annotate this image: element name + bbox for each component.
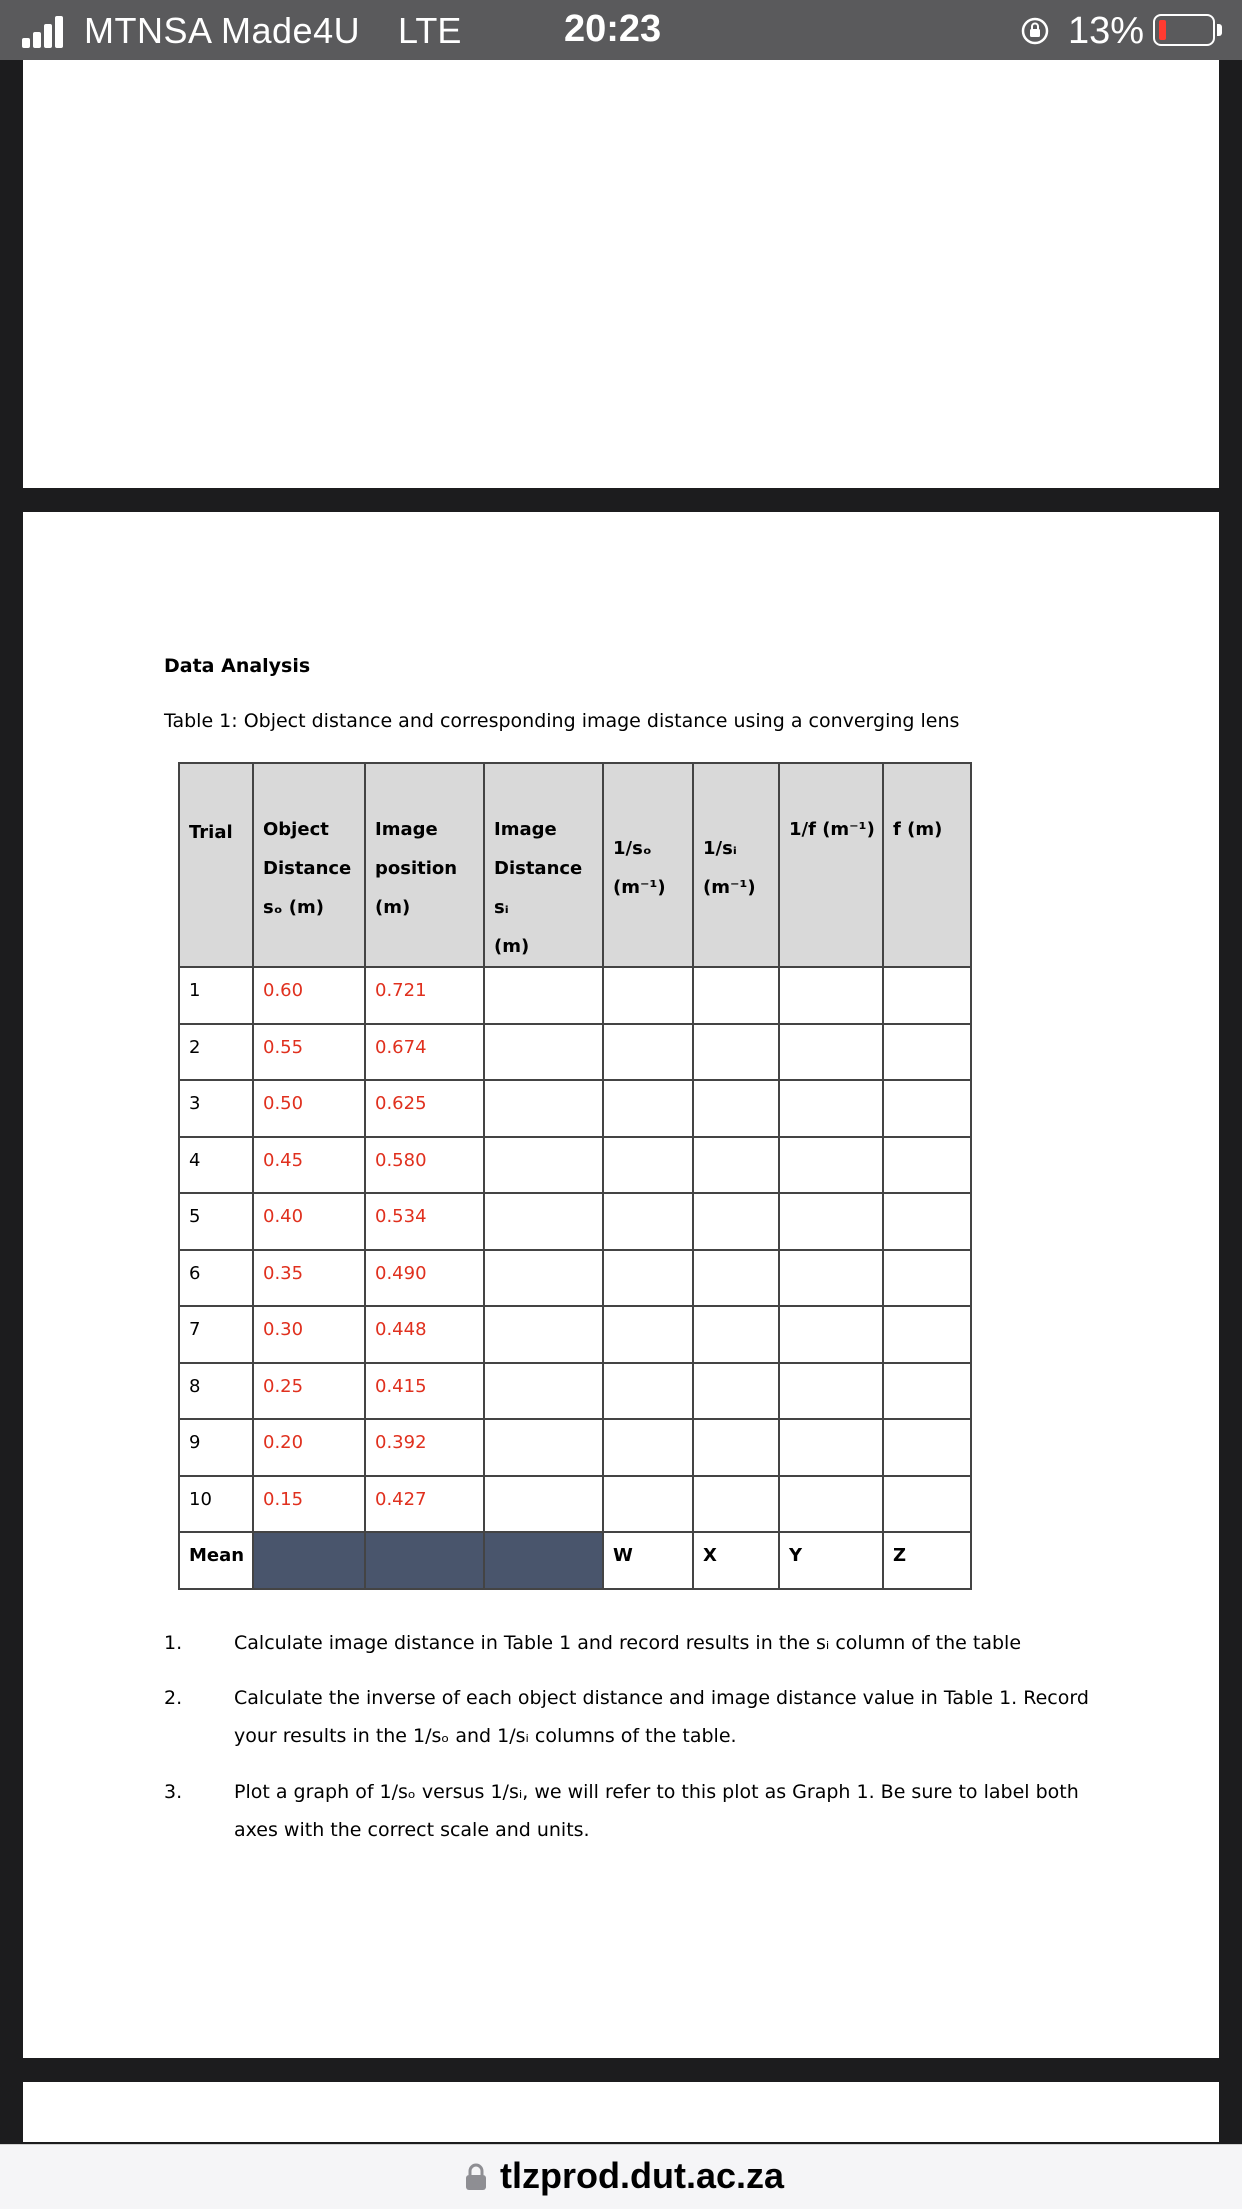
empty-cell xyxy=(883,1137,971,1194)
table-row xyxy=(179,1250,971,1307)
mean-z-cell: Z xyxy=(883,1532,971,1589)
trial-cell: 2 xyxy=(179,1024,253,1081)
trial-cell: 7 xyxy=(179,1306,253,1363)
object-distance-cell: 0.60 xyxy=(253,967,365,1024)
status-bar xyxy=(0,0,1242,60)
empty-cell xyxy=(603,1024,693,1081)
empty-cell xyxy=(883,1024,971,1081)
empty-cell xyxy=(484,1080,603,1137)
image-position-cell: 0.721 xyxy=(365,967,484,1024)
lock-icon xyxy=(465,2163,487,2191)
document-page-3 xyxy=(23,2082,1219,2142)
carrier-name: MTNSA Made4U xyxy=(84,10,361,51)
empty-cell xyxy=(779,1419,883,1476)
object-distance-cell: 0.45 xyxy=(253,1137,365,1194)
table-row xyxy=(179,1137,971,1194)
empty-cell xyxy=(883,1250,971,1307)
header-focal-length: f (m) xyxy=(883,763,971,967)
mean-row xyxy=(179,1532,971,1589)
table-row xyxy=(179,967,971,1024)
empty-cell xyxy=(779,1024,883,1081)
header-inverse-focal-length: 1/f (m⁻¹) xyxy=(779,763,883,967)
table-row xyxy=(179,1193,971,1250)
empty-cell xyxy=(779,1476,883,1533)
empty-cell xyxy=(603,1363,693,1420)
question-text: Calculate image distance in Table 1 and record results in the sᵢ column of the table xyxy=(234,1632,1022,1654)
image-position-cell: 0.674 xyxy=(365,1024,484,1081)
empty-cell xyxy=(693,1024,779,1081)
object-distance-cell: 0.20 xyxy=(253,1419,365,1476)
trial-cell: 3 xyxy=(179,1080,253,1137)
object-distance-cell: 0.30 xyxy=(253,1306,365,1363)
network-type: LTE xyxy=(398,10,462,51)
object-distance-cell: 0.15 xyxy=(253,1476,365,1533)
empty-cell xyxy=(484,1137,603,1194)
header-object-distance: Object Distance sₒ (m) xyxy=(253,763,365,967)
empty-cell xyxy=(883,1193,971,1250)
image-position-cell: 0.448 xyxy=(365,1306,484,1363)
empty-cell xyxy=(883,1363,971,1420)
table-row xyxy=(179,1080,971,1137)
question-number: 1. xyxy=(164,1632,183,1654)
empty-cell xyxy=(484,1363,603,1420)
shaded-cell xyxy=(365,1532,484,1589)
shaded-cell xyxy=(484,1532,603,1589)
empty-cell xyxy=(693,1193,779,1250)
question-text: Plot a graph of 1/sₒ versus 1/sᵢ, we will refer to this plot as Graph 1. Be sure to label both axes with the correct scale and units. xyxy=(234,1781,1079,1841)
empty-cell xyxy=(883,1080,971,1137)
empty-cell xyxy=(883,1306,971,1363)
header-trial: Trial xyxy=(179,763,253,967)
trial-cell: 10 xyxy=(179,1476,253,1533)
empty-cell xyxy=(693,1363,779,1420)
trial-cell: 5 xyxy=(179,1193,253,1250)
empty-cell xyxy=(603,967,693,1024)
image-position-cell: 0.490 xyxy=(365,1250,484,1307)
empty-cell xyxy=(693,1419,779,1476)
empty-cell xyxy=(779,1363,883,1420)
header-inverse-object-distance: 1/sₒ (m⁻¹) xyxy=(603,763,693,967)
image-position-cell: 0.625 xyxy=(365,1080,484,1137)
empty-cell xyxy=(693,1476,779,1533)
empty-cell xyxy=(603,1476,693,1533)
empty-cell xyxy=(484,1024,603,1081)
mean-y-cell: Y xyxy=(779,1532,883,1589)
empty-cell xyxy=(779,1250,883,1307)
clock: 20:23 xyxy=(564,8,662,50)
shaded-cell xyxy=(253,1532,365,1589)
image-position-cell: 0.415 xyxy=(365,1363,484,1420)
empty-cell xyxy=(693,1250,779,1307)
table-header-row xyxy=(179,763,971,967)
empty-cell xyxy=(603,1193,693,1250)
trial-cell: 9 xyxy=(179,1419,253,1476)
empty-cell xyxy=(779,1306,883,1363)
object-distance-cell: 0.25 xyxy=(253,1363,365,1420)
empty-cell xyxy=(883,967,971,1024)
empty-cell xyxy=(484,1250,603,1307)
empty-cell xyxy=(693,967,779,1024)
empty-cell xyxy=(484,967,603,1024)
question-text: Calculate the inverse of each object distance and image distance value in Table 1. Record your results in the 1/sₒ and 1/sᵢ columns of the table. xyxy=(234,1687,1089,1747)
browser-url-bar[interactable] xyxy=(0,2144,1242,2209)
trial-cell: 6 xyxy=(179,1250,253,1307)
object-distance-cell: 0.40 xyxy=(253,1193,365,1250)
empty-cell xyxy=(484,1193,603,1250)
section-heading: Data Analysis xyxy=(164,655,311,677)
table-row xyxy=(179,1476,971,1533)
table-row xyxy=(179,1419,971,1476)
table-row xyxy=(179,1363,971,1420)
header-image-position: Image position (m) xyxy=(365,763,484,967)
trial-cell: 8 xyxy=(179,1363,253,1420)
question-number: 3. xyxy=(164,1781,183,1803)
empty-cell xyxy=(484,1419,603,1476)
object-distance-cell: 0.50 xyxy=(253,1080,365,1137)
empty-cell xyxy=(779,1193,883,1250)
table-caption: Table 1: Object distance and corresponding image distance using a converging lens xyxy=(164,710,960,732)
empty-cell xyxy=(603,1306,693,1363)
mean-w-cell: W xyxy=(603,1532,693,1589)
table-row xyxy=(179,1024,971,1081)
empty-cell xyxy=(484,1476,603,1533)
data-table xyxy=(178,762,972,1590)
battery-percentage: 13% xyxy=(1068,10,1145,52)
empty-cell xyxy=(883,1419,971,1476)
document-page-1 xyxy=(23,60,1219,488)
image-position-cell: 0.534 xyxy=(365,1193,484,1250)
empty-cell xyxy=(693,1137,779,1194)
header-image-distance: Image Distance sᵢ (m) xyxy=(484,763,603,967)
empty-cell xyxy=(603,1137,693,1194)
battery-icon xyxy=(1153,14,1215,46)
rotation-lock-icon xyxy=(1020,16,1050,46)
empty-cell xyxy=(779,1137,883,1194)
url-text[interactable]: tlzprod.dut.ac.za xyxy=(500,2155,785,2196)
object-distance-cell: 0.55 xyxy=(253,1024,365,1081)
mean-x-cell: X xyxy=(693,1532,779,1589)
object-distance-cell: 0.35 xyxy=(253,1250,365,1307)
image-position-cell: 0.427 xyxy=(365,1476,484,1533)
mean-label: Mean xyxy=(179,1532,253,1589)
trial-cell: 1 xyxy=(179,967,253,1024)
empty-cell xyxy=(693,1306,779,1363)
image-position-cell: 0.580 xyxy=(365,1137,484,1194)
image-position-cell: 0.392 xyxy=(365,1419,484,1476)
empty-cell xyxy=(603,1419,693,1476)
empty-cell xyxy=(693,1080,779,1137)
empty-cell xyxy=(603,1080,693,1137)
trial-cell: 4 xyxy=(179,1137,253,1194)
empty-cell xyxy=(779,967,883,1024)
empty-cell xyxy=(484,1306,603,1363)
question-number: 2. xyxy=(164,1687,183,1709)
header-inverse-image-distance: 1/sᵢ (m⁻¹) xyxy=(693,763,779,967)
empty-cell xyxy=(779,1080,883,1137)
table-row xyxy=(179,1306,971,1363)
empty-cell xyxy=(603,1250,693,1307)
empty-cell xyxy=(883,1476,971,1533)
